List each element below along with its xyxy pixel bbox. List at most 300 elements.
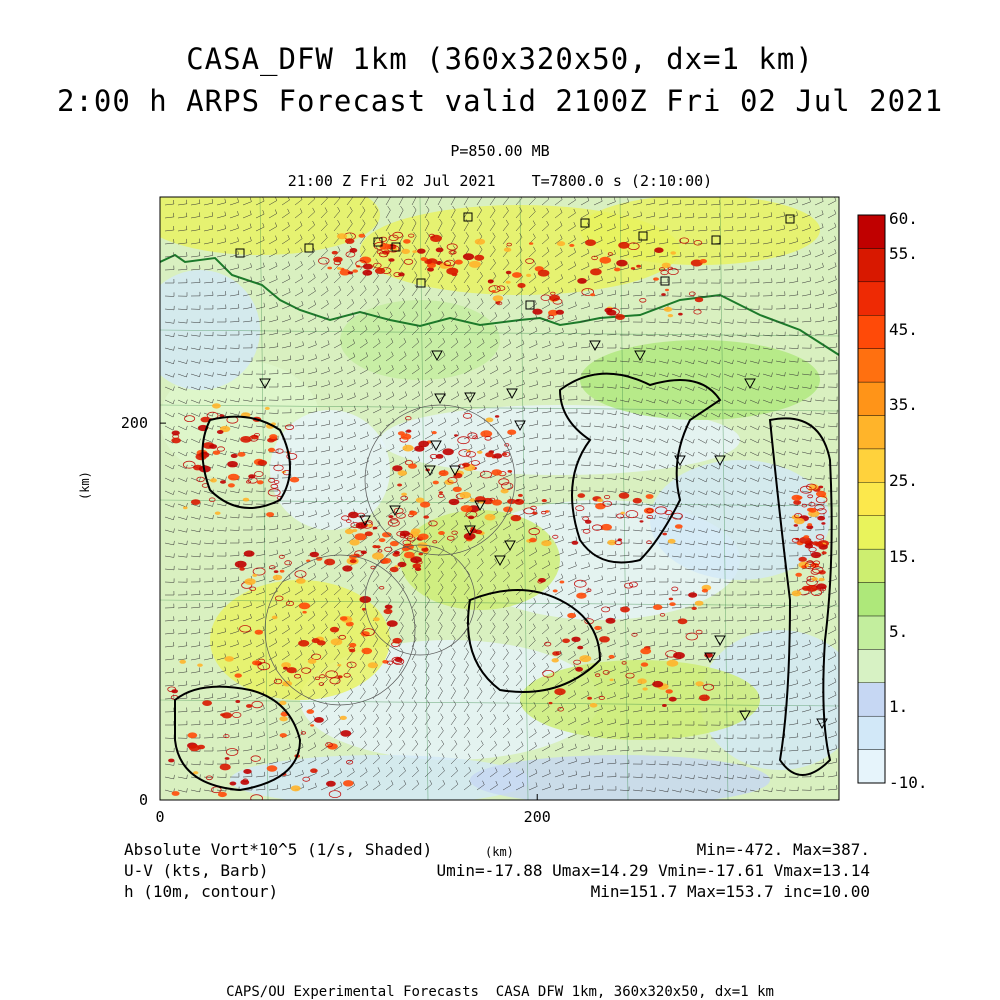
vorticity-speck (235, 673, 242, 677)
vorticity-speck (795, 573, 802, 577)
colorbar-label: -10. (889, 773, 928, 792)
vorticity-speck (368, 524, 373, 527)
vorticity-speck (668, 539, 676, 544)
vorticity-speck (653, 604, 662, 610)
vorticity-speck (453, 487, 462, 492)
vorticity-speck (337, 267, 342, 270)
colorbar-swatch (858, 415, 885, 448)
vorticity-speck (326, 781, 336, 787)
wind-stats: Umin=-17.88 Umax=14.29 Vmin=-17.61 Vmax=13.14 (436, 861, 870, 880)
vorticity-speck (678, 313, 683, 316)
colorbar-swatch (858, 215, 885, 248)
vorticity-speck (252, 574, 257, 577)
vorticity-speck (280, 570, 285, 573)
vorticity-speck (379, 538, 386, 542)
colorbar-label: 15. (889, 547, 918, 566)
vorticity-speck (470, 498, 476, 502)
vorticity-speck (243, 498, 249, 502)
colorbar-swatch (858, 616, 885, 649)
vorticity-speck (670, 251, 676, 254)
vorticity-speck (274, 570, 279, 573)
vorticity-speck (360, 257, 372, 264)
vorticity-speck (549, 295, 560, 302)
vorticity-speck (556, 310, 564, 315)
field-patch (580, 340, 820, 420)
vorticity-speck (821, 522, 825, 525)
vorticity-speck (646, 494, 654, 499)
vorticity-speck (618, 242, 629, 249)
vorticity-speck (506, 271, 512, 274)
vorticity-speck (801, 565, 807, 568)
vorticity-speck (587, 697, 592, 700)
vorticity-speck (298, 640, 309, 647)
vorticity-speck (265, 407, 270, 410)
vorticity-speck (230, 782, 237, 786)
vorticity-speck (811, 552, 821, 558)
field-height-label: h (10m, contour) (124, 882, 279, 901)
vorticity-speck (388, 515, 393, 518)
vorticity-speck (462, 463, 470, 468)
vorticity-speck (172, 791, 180, 796)
vorticity-speck (460, 492, 471, 499)
vorticity-speck (430, 235, 442, 242)
vorticity-speck (590, 703, 598, 708)
vorticity-speck (695, 297, 703, 302)
vorticity-speck (171, 438, 181, 444)
vorticity-speck (699, 695, 710, 702)
vorticity-speck (218, 792, 227, 797)
vorticity-speck (637, 678, 646, 684)
vorticity-speck (636, 265, 641, 268)
field-patch (580, 195, 820, 265)
vorticity-speck (255, 630, 263, 635)
vorticity-speck (362, 648, 373, 654)
vorticity-speck (409, 511, 417, 516)
vorticity-speck (609, 655, 615, 659)
vorticity-speck (387, 620, 398, 627)
vorticity-speck (228, 474, 239, 481)
colorbar (858, 209, 928, 792)
vorticity-speck (507, 430, 516, 435)
vorticity-speck (669, 697, 677, 702)
colorbar-swatch (858, 549, 885, 582)
vorticity-speck (416, 498, 425, 503)
vorticity-speck (257, 480, 264, 484)
vorticity-speck (393, 638, 402, 644)
y-tick-label: 200 (120, 414, 148, 433)
field-patch (340, 300, 500, 380)
vorticity-speck (362, 270, 372, 276)
vorticity-speck (532, 309, 542, 315)
vorticity-speck (279, 716, 287, 721)
vorticity-speck (668, 314, 673, 317)
vorticity-speck (597, 499, 603, 503)
vorticity-speck (594, 626, 601, 630)
colorbar-label: 25. (889, 471, 918, 490)
vorticity-speck (340, 730, 351, 737)
vorticity-speck (590, 293, 595, 296)
vorticity-speck (816, 491, 826, 497)
vorticity-speck (280, 733, 287, 737)
vorticity-speck (485, 514, 496, 521)
vorticity-speck (455, 260, 463, 265)
vorticity-speck (273, 575, 282, 581)
vorticity-speck (585, 520, 592, 524)
vorticity-speck (662, 263, 671, 268)
vorticity-speck (401, 433, 412, 439)
pressure-level: P=850.00 MB (450, 142, 550, 160)
vorticity-speck (576, 593, 586, 599)
vorticity-speck (653, 277, 659, 280)
colorbar-swatch (858, 516, 885, 549)
vorticity-speck (244, 550, 255, 556)
colorbar-swatch (858, 583, 885, 616)
vorticity-speck (296, 578, 306, 584)
vorticity-speck (235, 561, 247, 568)
vorticity-speck (240, 436, 251, 443)
vorticity-speck (227, 461, 238, 467)
vorticity-speck (506, 281, 511, 284)
vorticity-speck (310, 768, 318, 773)
vorticity-speck (812, 541, 819, 545)
vorticity-speck (652, 681, 663, 688)
colorbar-swatch (858, 649, 885, 682)
vorticity-speck (317, 640, 326, 645)
vorticity-stats: Min=-472. Max=387. (696, 840, 870, 859)
vorticity-speck (439, 470, 449, 476)
vorticity-speck (348, 512, 359, 519)
colorbar-label: 5. (889, 622, 909, 641)
vorticity-speck (792, 495, 802, 501)
vorticity-speck (553, 589, 558, 592)
vorticity-speck (695, 681, 703, 686)
vorticity-speck (327, 267, 332, 270)
vorticity-speck (695, 601, 704, 606)
y-axis-label: (km) (78, 471, 92, 500)
vorticity-speck (526, 274, 531, 277)
vorticity-speck (511, 515, 522, 521)
vorticity-speck (375, 268, 385, 274)
field-patch (400, 510, 560, 610)
vorticity-speck (202, 700, 212, 706)
vorticity-speck (579, 655, 591, 662)
vorticity-speck (283, 667, 288, 670)
vorticity-speck (189, 745, 200, 752)
vorticity-speck (673, 652, 685, 659)
vorticity-speck (342, 565, 352, 571)
vorticity-speck (577, 278, 587, 284)
vorticity-speck (485, 452, 494, 457)
vorticity-speck (310, 552, 319, 558)
vorticity-speck (495, 415, 499, 418)
vorticity-speck (376, 545, 381, 548)
vorticity-speck (446, 268, 458, 275)
vorticity-speck (492, 499, 502, 505)
vorticity-speck (806, 585, 817, 592)
vorticity-speck (413, 563, 422, 568)
vorticity-speck (355, 533, 367, 540)
vorticity-speck (562, 639, 570, 644)
x-tick-label: 200 (523, 808, 551, 826)
vorticity-speck (818, 486, 823, 489)
vorticity-speck (352, 269, 358, 272)
vorticity-speck (188, 732, 198, 738)
vorticity-speck (381, 558, 391, 564)
vorticity-speck (343, 780, 354, 786)
vorticity-speck (816, 583, 827, 589)
vorticity-speck (633, 498, 642, 504)
vorticity-speck (567, 613, 576, 618)
vorticity-speck (400, 531, 410, 537)
vorticity-speck (508, 470, 513, 473)
vorticity-speck (654, 247, 663, 253)
vorticity-speck (662, 704, 667, 707)
vorticity-speck (417, 249, 426, 254)
vorticity-speck (512, 272, 522, 278)
vorticity-speck (601, 524, 612, 531)
vorticity-speck (345, 529, 354, 534)
vorticity-speck (439, 491, 443, 494)
vorticity-speck (700, 259, 707, 263)
vorticity-speck (238, 452, 246, 457)
vorticity-speck (621, 512, 625, 515)
vorticity-speck (345, 238, 354, 244)
colorbar-swatch (858, 449, 885, 482)
vorticity-speck (438, 531, 445, 535)
vorticity-speck (409, 531, 419, 537)
vorticity-speck (220, 713, 225, 716)
vorticity-speck (578, 493, 586, 498)
vorticity-speck (461, 505, 473, 512)
vorticity-speck (614, 268, 620, 272)
vorticity-speck (493, 295, 504, 301)
vorticity-speck (532, 512, 537, 515)
vorticity-speck (819, 578, 825, 582)
vorticity-speck (299, 603, 310, 610)
vorticity-speck (571, 637, 580, 642)
vorticity-speck (308, 659, 317, 664)
x-axis-label: (km) (485, 845, 514, 859)
vorticity-speck (600, 257, 612, 264)
vorticity-speck (678, 618, 688, 624)
vorticity-speck (414, 446, 424, 452)
vorticity-speck (291, 785, 301, 791)
vorticity-speck (408, 463, 417, 468)
vorticity-speck (619, 492, 630, 498)
vorticity-speck (577, 646, 583, 650)
vorticity-speck (610, 679, 614, 682)
vorticity-speck (307, 709, 315, 714)
vorticity-speck (421, 257, 428, 261)
colorbar-swatch (858, 382, 885, 415)
vorticity-speck (225, 757, 230, 760)
vorticity-speck (641, 662, 648, 666)
vorticity-speck (493, 453, 502, 458)
vorticity-speck (590, 268, 602, 275)
vorticity-speck (436, 248, 444, 253)
vorticity-speck (688, 592, 697, 597)
vorticity-speck (210, 478, 217, 482)
colorbar-label: 35. (889, 395, 918, 414)
vorticity-speck (266, 512, 274, 517)
vorticity-speck (372, 553, 384, 560)
vorticity-speck (268, 448, 275, 452)
field-wind-label: U-V (kts, Barb) (124, 861, 269, 880)
colorbar-swatch (858, 716, 885, 749)
vorticity-speck (616, 260, 627, 267)
vorticity-speck (314, 717, 324, 723)
vorticity-speck (333, 257, 343, 263)
vorticity-speck (423, 515, 429, 518)
vorticity-speck (244, 578, 255, 585)
vorticity-speck (640, 648, 651, 654)
vorticity-speck (340, 616, 348, 621)
vorticity-speck (599, 636, 610, 642)
vorticity-speck (310, 724, 314, 726)
vorticity-speck (403, 445, 414, 452)
vorticity-speck (492, 290, 496, 292)
vorticity-speck (575, 667, 583, 672)
vorticity-speck (469, 261, 481, 268)
vorticity-speck (231, 454, 238, 458)
vorticity-speck (246, 704, 252, 708)
vorticity-speck (349, 539, 360, 545)
vorticity-speck (669, 598, 673, 601)
vorticity-speck (554, 688, 565, 695)
vorticity-speck (557, 241, 565, 246)
vorticity-speck (172, 431, 180, 436)
vorticity-speck (449, 499, 460, 505)
vorticity-speck (388, 258, 394, 262)
vorticity-speck (809, 508, 817, 513)
vorticity-speck (443, 448, 454, 455)
vorticity-speck (365, 531, 373, 536)
title-line-1: CASA_DFW 1km (360x320x50, dx=1 km) (186, 42, 814, 76)
vorticity-speck (572, 541, 579, 545)
vorticity-speck (675, 524, 683, 529)
vorticity-speck (793, 500, 801, 505)
colorbar-label: 60. (889, 209, 918, 228)
vorticity-speck (179, 660, 186, 664)
field-patch (140, 270, 260, 390)
vorticity-speck (606, 618, 616, 624)
colorbar-swatch (858, 349, 885, 382)
vorticity-speck (267, 765, 278, 771)
colorbar-label: 45. (889, 320, 918, 339)
vorticity-speck (243, 769, 251, 774)
vorticity-speck (436, 454, 444, 459)
vorticity-speck (337, 233, 347, 239)
vorticity-speck (217, 430, 224, 434)
vorticity-speck (183, 506, 188, 509)
vorticity-speck (225, 656, 234, 662)
vorticity-speck (432, 431, 437, 434)
field-patch (470, 755, 770, 805)
colorbar-label: 1. (889, 697, 909, 716)
vorticity-speck (401, 249, 410, 254)
vorticity-speck (501, 489, 509, 494)
vorticity-speck (664, 307, 672, 312)
field-vorticity-label: Absolute Vort*10^5 (1/s, Shaded) (124, 840, 433, 859)
colorbar-label: 55. (889, 244, 918, 263)
vorticity-speck (662, 533, 667, 536)
vorticity-speck (433, 481, 439, 485)
vorticity-speck (209, 444, 217, 449)
vorticity-speck (560, 581, 565, 584)
colorbar-swatch (858, 315, 885, 348)
vorticity-speck (454, 434, 458, 436)
vorticity-speck (412, 250, 417, 253)
vorticity-speck (667, 660, 679, 667)
vorticity-speck (324, 559, 335, 566)
vorticity-speck (290, 477, 299, 483)
y-tick-label: 0 (138, 791, 148, 809)
valid-time: 21:00 Z Fri 02 Jul 2021 T=7800.0 s (2:10:00) (287, 172, 713, 190)
vorticity-speck (817, 516, 825, 521)
vorticity-speck (488, 279, 494, 283)
plot-area (140, 175, 860, 805)
vorticity-speck (529, 538, 537, 543)
vorticity-speck (529, 242, 533, 245)
vorticity-speck (252, 660, 260, 665)
vorticity-speck (799, 557, 807, 562)
vorticity-speck (302, 611, 306, 614)
vorticity-speck (258, 460, 268, 466)
vorticity-speck (398, 470, 407, 476)
vorticity-speck (215, 512, 221, 515)
vorticity-speck (642, 687, 647, 690)
vorticity-speck (606, 310, 616, 316)
colorbar-swatch (858, 482, 885, 515)
vorticity-speck (463, 253, 474, 260)
vorticity-speck (332, 251, 338, 255)
vorticity-speck (373, 527, 378, 530)
height-stats: Min=151.7 Max=153.7 inc=10.00 (590, 882, 870, 901)
colorbar-swatch (858, 282, 885, 315)
vorticity-speck (349, 643, 356, 647)
vorticity-speck (385, 605, 393, 610)
vorticity-speck (350, 559, 357, 563)
vorticity-speck (640, 520, 644, 522)
vorticity-speck (348, 271, 353, 274)
vorticity-speck (359, 234, 366, 238)
vorticity-speck (197, 664, 203, 667)
vorticity-speck (538, 270, 550, 277)
vorticity-speck (228, 483, 235, 487)
vorticity-speck (822, 551, 827, 554)
vorticity-speck (517, 283, 525, 288)
title-line-2: 2:00 h ARPS Forecast valid 2100Z Fri 02 Jul 2021 (56, 84, 944, 118)
vorticity-speck (504, 248, 511, 252)
vorticity-speck (620, 607, 630, 613)
colorbar-swatch (858, 248, 885, 281)
vorticity-speck (794, 518, 805, 524)
vorticity-speck (196, 453, 207, 460)
vorticity-speck (373, 617, 380, 621)
vorticity-speck (468, 516, 474, 520)
vorticity-speck (542, 499, 547, 502)
vorticity-speck (272, 616, 278, 620)
vorticity-speck (337, 664, 341, 666)
vorticity-speck (191, 499, 201, 505)
vorticity-speck (287, 667, 297, 673)
vorticity-speck (569, 244, 574, 247)
vorticity-speck (702, 589, 708, 593)
vorticity-speck (406, 430, 411, 433)
vorticity-speck (491, 469, 502, 475)
vorticity-speck (477, 451, 482, 454)
vorticity-speck (474, 255, 484, 261)
